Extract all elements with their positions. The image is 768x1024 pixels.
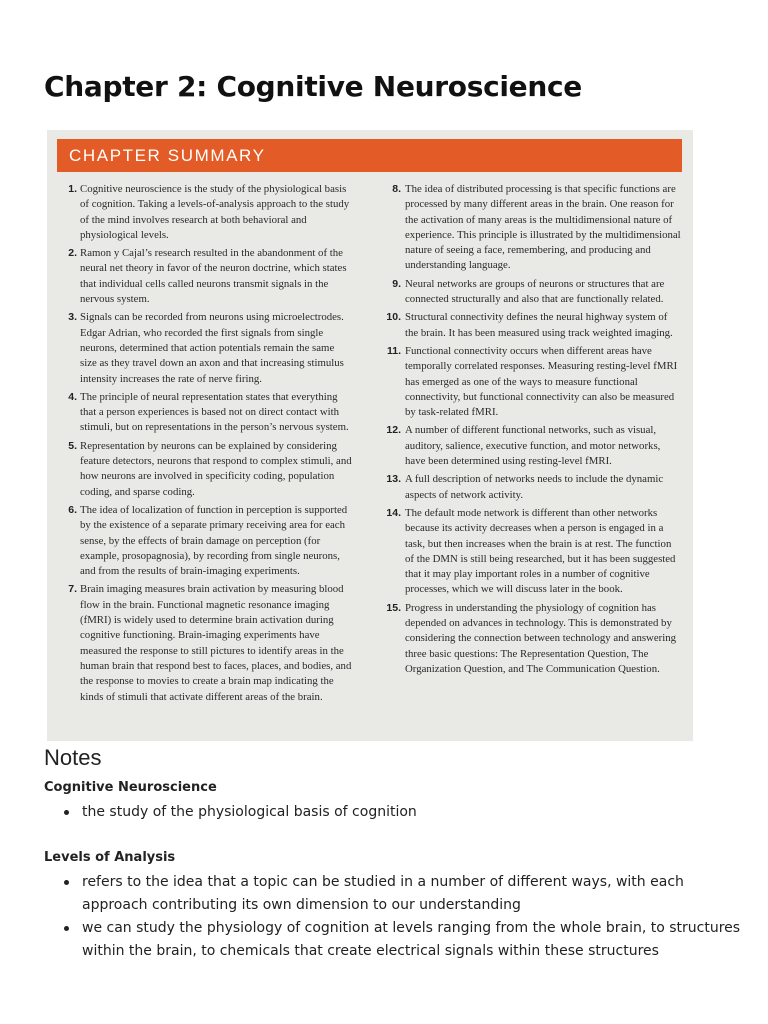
notes-heading: Notes <box>44 745 102 770</box>
summary-item <box>59 246 353 307</box>
summary-column-right <box>379 182 681 680</box>
summary-item <box>59 439 353 500</box>
item-number: 6. <box>68 503 77 516</box>
item-number: 5. <box>68 439 77 452</box>
summary-item <box>59 503 353 579</box>
item-number: 13. <box>386 473 401 486</box>
bullet-item: we can study the physiology of cognition at levels ranging from the whole brain, to structures within the brain, to chemicals that create electrical signals within these structures <box>62 917 742 963</box>
item-text: Signals can be recorded from neurons using microelectrodes. Edgar Adrian, who recorded the first signals from single neurons, determined that action potentials remain the same size as they travel down an axon and that increasing stimulus intensity increases the rate of nerve firing. <box>80 311 344 385</box>
item-text: A full description of networks needs to include the dynamic aspects of network activity. <box>405 473 664 501</box>
item-text: Ramon y Cajal’s research resulted in the abandonment of the neural net theory in favor of the neuron doctrine, which states that individual cells called neurons transmit signals in the nervous system. <box>80 247 347 306</box>
item-number: 9. <box>392 277 401 290</box>
section-title: Cognitive Neuroscience <box>44 780 217 795</box>
section-title: Levels of Analysis <box>44 850 176 865</box>
bullet-item: refers to the idea that a topic can be studied in a number of different ways, with each approach contributing its own dimension to our understanding <box>62 871 742 917</box>
item-text: A number of different functional networks, such as visual, auditory, salience, executive function, and motor networks, have been determined using resting-level fMRI. <box>405 424 661 468</box>
item-text: The idea of distributed processing is that specific functions are processed by many different areas in the brain. One reason for the activation of many areas is the multidimensional nature of experience. This principle is illustrated by the multidimensional nature of seeing a face, remembering, and producing and understanding language. <box>405 183 681 272</box>
item-number: 2. <box>68 247 77 260</box>
summary-item <box>59 390 353 436</box>
page-title: Chapter 2: Cognitive Neuroscience <box>44 70 582 103</box>
item-text: The default mode network is different than other networks because its activity decreases when a person is engaged in a task, but then increases when the brain is at rest. The function of the DMN is still being researched, but it has been suggested that it may play important roles in a number of cognitive processes, which we will discuss later in the book. <box>405 506 676 596</box>
summary-header: CHAPTER SUMMARY <box>57 139 682 172</box>
item-number: 11. <box>386 344 401 357</box>
summary-item <box>59 182 353 243</box>
item-text: Structural connectivity defines the neural highway system of the brain. It has been measured using track weighted imaging. <box>405 311 673 339</box>
summary-item <box>379 310 681 341</box>
chapter-summary-image <box>47 130 693 741</box>
item-number: 15. <box>386 601 401 614</box>
summary-item <box>379 277 681 308</box>
item-number: 14. <box>386 506 401 519</box>
summary-item <box>379 182 681 274</box>
item-text: Progress in understanding the physiology of cognition has depended on advances in technology. This is demonstrated by considering the connection between technology and answering three basic questions: The Representation Question, The Organization Question, and The Communication Question. <box>405 601 677 675</box>
item-text: Brain imaging measures brain activation by measuring blood flow in the brain. Functional magnetic resonance imaging (fMRI) is widely used to determine brain activation during cognitive functioning. Brain-imaging experiments have measured the response to still pictures to identify areas in the human brain that respond best to faces, places, and bodies, and the response to movies to create a brain map indicating the kinds of stimuli that activate different areas of the brain. <box>80 583 352 703</box>
item-text: The idea of localization of function in perception is supported by the existence of a separate primary receiving area for each sense, by the effects of brain damage on perception (for example, prosopagnosia), by recording from single neurons, and from the results of brain-imaging experiments. <box>80 503 348 578</box>
bullet-list <box>62 801 742 824</box>
bullet-list <box>62 871 742 963</box>
item-text: Neural networks are groups of neurons or structures that are connected structurally and also that are functionally related. <box>405 277 665 306</box>
item-text: The principle of neural representation states that everything that a person experiences is based not on direct contact with stimuli, but on representations in the person’s nervous system. <box>80 390 349 434</box>
summary-item <box>379 506 681 598</box>
bullet-item: the study of the physiological basis of cognition <box>62 801 742 824</box>
item-number: 4. <box>68 390 77 403</box>
summary-item <box>379 423 681 469</box>
item-text: Cognitive neuroscience is the study of the physiological basis of cognition. Taking a levels-of-analysis approach to the study of the mind involves research at both behavioral and physiological levels. <box>80 183 350 241</box>
item-number: 7. <box>68 583 77 596</box>
summary-item <box>379 344 681 420</box>
item-number: 8. <box>392 183 401 195</box>
item-number: 3. <box>68 311 77 324</box>
item-text: Functional connectivity occurs when different areas have temporally correlated responses. Measuring resting-level fMRI has emerged as one of the ways to measure functional connectivity, but functional connectivity can also be measured by task-related fMRI. <box>405 344 678 419</box>
summary-item <box>59 310 353 386</box>
item-text: Representation by neurons can be explained by considering feature detectors, neurons that respond to complex stimuli, and how neurons are involved in specificity coding, population coding, and sparse coding. <box>80 439 352 498</box>
item-number: 1. <box>68 183 77 195</box>
summary-item <box>379 601 681 677</box>
item-number: 12. <box>386 424 401 437</box>
summary-column-left <box>59 182 353 708</box>
summary-item <box>59 582 353 704</box>
summary-item <box>379 472 681 503</box>
item-number: 10. <box>386 311 401 324</box>
